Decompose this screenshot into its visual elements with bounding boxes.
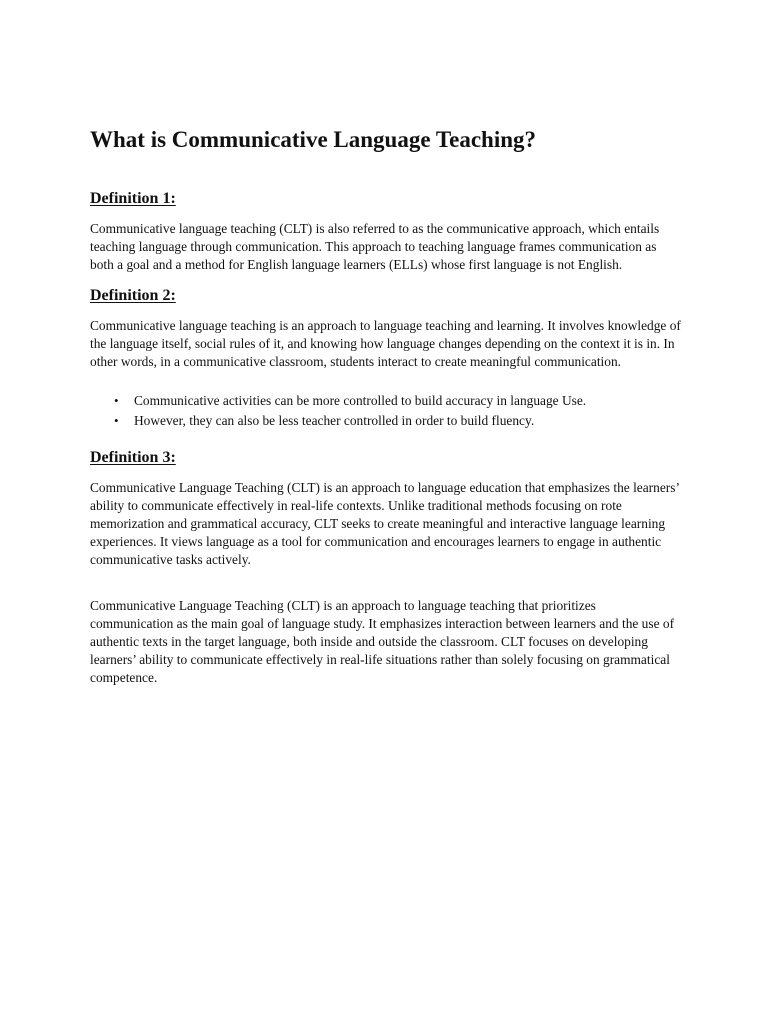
bullet-text: However, they can also be less teacher controlled in order to build fluency. [134, 412, 535, 428]
bullet-icon: • [114, 412, 119, 428]
definition-3-paragraph: Communicative Language Teaching (CLT) is an approach to language education that emphasizes the learners’ ability to communicate effectively in real-life contexts. Unlike traditional methods focusing on rote memorization and grammatical accuracy, CLT seeks to create meaningful and interactive language learning experiences. It views language as a tool for communication and encourages learners to engage in authentic communicative tasks actively. [90, 480, 679, 568]
definition-3-section [90, 448, 682, 687]
definition-2-paragraph: Communicative language teaching is an approach to language teaching and learning. It involves knowledge of the language itself, social rules of it, and knowing how language changes depending on the context it is in. In other words, in a communicative classroom, students interact to create meaningful communication. [90, 317, 681, 369]
bullet-item [90, 411, 682, 431]
definition-2-bullet-list [90, 391, 682, 431]
definition-2-section [90, 286, 682, 431]
definition-3-heading: Definition 3: [90, 448, 176, 466]
definition-1-paragraph: Communicative language teaching (CLT) is also referred to as the communicative approach, which entails teaching language through communication. This approach to teaching language frames communication as both a goal and a method for English language learners (ELLs) whose first language is not English. [90, 220, 660, 272]
document-page [90, 126, 682, 687]
bullet-text: Communicative activities can be more controlled to build accuracy in language Use. [134, 392, 587, 408]
bullet-item [90, 391, 682, 411]
definition-2-heading: Definition 2: [90, 286, 176, 304]
page-title: What is Communicative Language Teaching? [90, 127, 536, 152]
definition-3-paragraph-2: Communicative Language Teaching (CLT) is an approach to language teaching that prioritizes communication as the main goal of language study. It emphasizes interaction between learners and the use of authentic texts in the target language, both inside and outside the classroom. CLT focuses on developing learners’ ability to communicate effectively in real-life situations rather than solely focusing on grammatical competence. [90, 598, 675, 686]
definition-1-section [90, 189, 682, 274]
bullet-icon: • [114, 392, 119, 408]
definition-1-heading: Definition 1: [90, 189, 176, 207]
